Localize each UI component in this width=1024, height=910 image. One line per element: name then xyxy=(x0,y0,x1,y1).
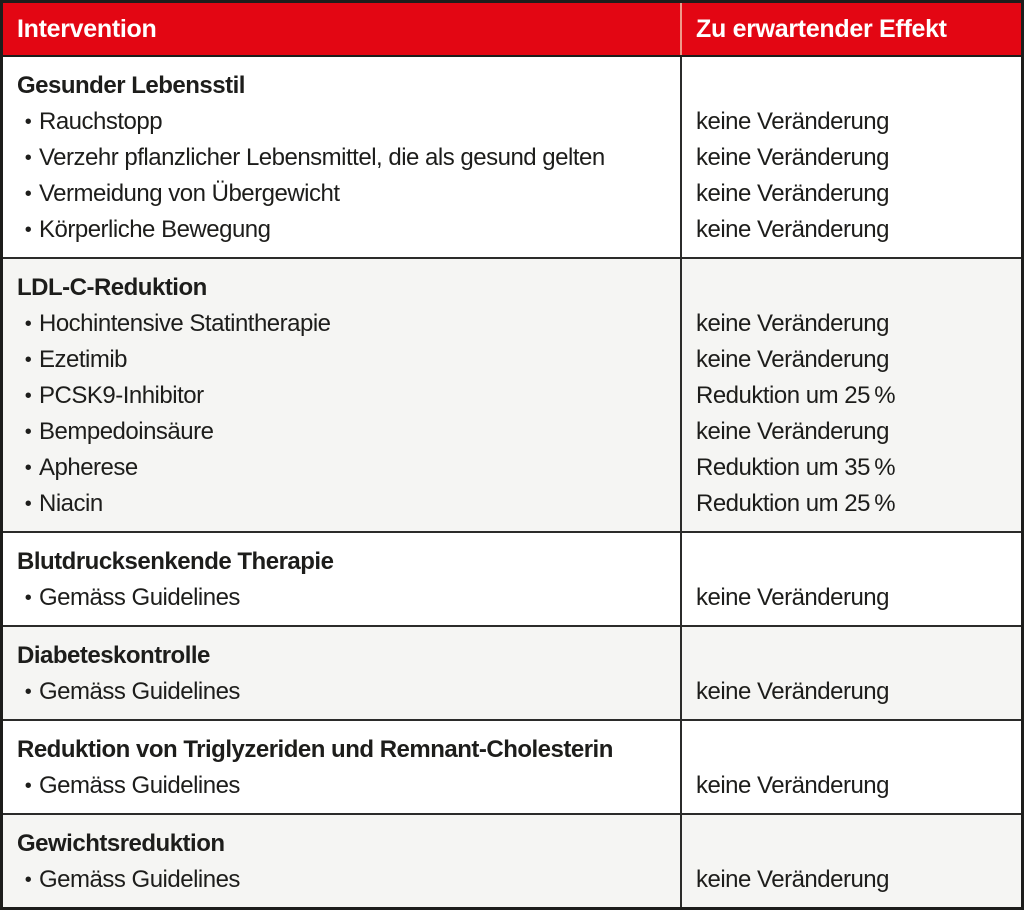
intervention-cell xyxy=(3,627,680,719)
intervention-label: PCSK9-Inhibitor xyxy=(39,382,204,409)
effect-spacer xyxy=(696,544,1021,580)
intervention-cell xyxy=(3,57,680,257)
table-group xyxy=(3,813,1021,907)
list-item xyxy=(17,176,680,212)
list-item xyxy=(17,212,680,248)
bullet-icon: • xyxy=(24,349,32,371)
intervention-cell xyxy=(3,815,680,907)
intervention-label: Hochintensive Statintherapie xyxy=(39,310,331,337)
effect-value: keine Veränderung xyxy=(696,144,889,171)
intervention-label: Gemäss Guidelines xyxy=(39,772,240,799)
list-item xyxy=(17,450,680,486)
intervention-label: Körperliche Bewegung xyxy=(39,216,271,243)
table-group xyxy=(3,257,1021,531)
intervention-label: Rauchstopp xyxy=(39,108,163,135)
list-item xyxy=(17,414,680,450)
header-intervention: Intervention xyxy=(17,14,157,43)
bullet-icon: • xyxy=(24,421,32,443)
intervention-cell xyxy=(3,721,680,813)
effect-spacer xyxy=(696,270,1021,306)
effect-value: keine Veränderung xyxy=(696,180,889,207)
table-group xyxy=(3,625,1021,719)
effect-spacer xyxy=(696,826,1021,862)
effect-cell xyxy=(680,815,1021,907)
effect-value: Reduktion um 25 % xyxy=(696,382,896,409)
list-item xyxy=(17,306,680,342)
list-item xyxy=(17,862,680,898)
table-group xyxy=(3,531,1021,625)
group-title: Gewichtsreduktion xyxy=(17,830,225,857)
effect-value: keine Veränderung xyxy=(696,310,889,337)
bullet-icon: • xyxy=(24,457,32,479)
intervention-label: Niacin xyxy=(39,490,103,517)
list-item xyxy=(17,674,680,710)
list-item xyxy=(17,486,680,522)
bullet-icon: • xyxy=(24,493,32,515)
effect-cell xyxy=(680,57,1021,257)
effect-spacer xyxy=(696,732,1021,768)
intervention-label: Ezetimib xyxy=(39,346,128,373)
effect-spacer xyxy=(696,638,1021,674)
list-item xyxy=(17,378,680,414)
intervention-label: Gemäss Guidelines xyxy=(39,866,240,893)
effect-value: keine Veränderung xyxy=(696,418,889,445)
header-expected-effect: Zu erwartender Effekt xyxy=(680,3,1021,55)
intervention-label: Gemäss Guidelines xyxy=(39,584,240,611)
list-item xyxy=(17,104,680,140)
effect-value: keine Veränderung xyxy=(696,108,889,135)
effect-value: keine Veränderung xyxy=(696,678,889,705)
bullet-icon: • xyxy=(24,775,32,797)
group-title: Reduktion von Triglyzeriden und Remnant-Cholesterin xyxy=(17,736,613,763)
bullet-icon: • xyxy=(24,385,32,407)
bullet-icon: • xyxy=(24,681,32,703)
effect-value: keine Veränderung xyxy=(696,216,889,243)
intervention-label: Gemäss Guidelines xyxy=(39,678,240,705)
list-item xyxy=(17,342,680,378)
table-body xyxy=(3,57,1021,907)
effect-cell xyxy=(680,627,1021,719)
intervention-label: Bempedoinsäure xyxy=(39,418,214,445)
table-group xyxy=(3,719,1021,813)
intervention-label: Vermeidung von Übergewicht xyxy=(39,180,340,207)
effect-value: Reduktion um 35 % xyxy=(696,454,896,481)
intervention-label: Apherese xyxy=(39,454,138,481)
effect-value: Reduktion um 25 % xyxy=(696,490,896,517)
effect-cell xyxy=(680,721,1021,813)
bullet-icon: • xyxy=(24,219,32,241)
group-title: Blutdrucksenkende Therapie xyxy=(17,548,334,575)
bullet-icon: • xyxy=(24,111,32,133)
intervention-cell xyxy=(3,533,680,625)
bullet-icon: • xyxy=(24,147,32,169)
group-title: Gesunder Lebensstil xyxy=(17,72,245,99)
bullet-icon: • xyxy=(24,869,32,891)
effect-value: keine Veränderung xyxy=(696,346,889,373)
group-title: LDL-C-Reduktion xyxy=(17,274,207,301)
bullet-icon: • xyxy=(24,313,32,335)
intervention-label: Verzehr pflanzlicher Lebensmittel, die als gesund gelten xyxy=(39,144,605,171)
table-group xyxy=(3,57,1021,257)
effect-value: keine Veränderung xyxy=(696,584,889,611)
effect-spacer xyxy=(696,68,1021,104)
group-title: Diabeteskontrolle xyxy=(17,642,210,669)
list-item xyxy=(17,140,680,176)
intervention-cell xyxy=(3,259,680,531)
list-item xyxy=(17,580,680,616)
bullet-icon: • xyxy=(24,183,32,205)
effect-value: keine Veränderung xyxy=(696,866,889,893)
list-item xyxy=(17,768,680,804)
effect-cell xyxy=(680,533,1021,625)
effect-cell xyxy=(680,259,1021,531)
effect-value: keine Veränderung xyxy=(696,772,889,799)
bullet-icon: • xyxy=(24,587,32,609)
table-header xyxy=(3,3,1021,57)
